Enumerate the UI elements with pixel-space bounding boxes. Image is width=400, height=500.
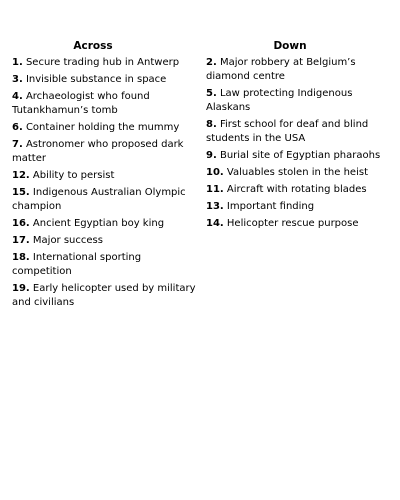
- down-clue: [206, 149, 390, 163]
- clue-text: Ability to persist: [32, 170, 115, 181]
- clue-number: 2.: [206, 57, 217, 68]
- clue-text: Aircraft with rotating blades: [226, 184, 367, 195]
- down-clue: [206, 200, 390, 214]
- clue-number: 13.: [206, 201, 224, 212]
- clue-number: 4.: [12, 91, 23, 102]
- clue-text: Valuables stolen in the heist: [226, 167, 368, 178]
- across-clue: [12, 138, 200, 166]
- down-clue-list: [206, 56, 390, 231]
- clue-number: 18.: [12, 252, 30, 263]
- clue-text: Helicopter rescue purpose: [226, 218, 359, 229]
- clue-number: 7.: [12, 139, 23, 150]
- across-clue: [12, 73, 200, 87]
- clue-number: 14.: [206, 218, 224, 229]
- clue-text: Major robbery at Belgium’s diamond centre: [206, 57, 356, 82]
- clue-text: Burial site of Egyptian pharaohs: [219, 150, 381, 161]
- across-clue: [12, 282, 200, 310]
- across-clue: [12, 217, 200, 231]
- down-column: [206, 39, 390, 234]
- clue-number: 6.: [12, 122, 23, 133]
- clue-text: Ancient Egyptian boy king: [32, 218, 165, 229]
- clue-number: 5.: [206, 88, 217, 99]
- clue-number: 19.: [12, 283, 30, 294]
- across-clue: [12, 169, 200, 183]
- clue-text: Indigenous Australian Olympic champion: [12, 187, 186, 212]
- across-clue: [12, 186, 200, 214]
- down-clue: [206, 166, 390, 180]
- clue-text: Container holding the mummy: [25, 122, 180, 133]
- clue-text: Secure trading hub in Antwerp: [25, 57, 180, 68]
- clue-text: Archaeologist who found Tutankhamun’s tomb: [12, 91, 150, 116]
- clue-number: 1.: [12, 57, 23, 68]
- clue-number: 15.: [12, 187, 30, 198]
- down-heading: Down: [273, 40, 307, 52]
- clue-text: Invisible substance in space: [25, 74, 167, 85]
- clue-text: First school for deaf and blind students in the USA: [206, 119, 369, 144]
- clue-text: Early helicopter used by military and civilians: [12, 283, 196, 308]
- across-clue-list: [12, 56, 200, 310]
- clue-text: Important finding: [226, 201, 315, 212]
- clue-number: 9.: [206, 150, 217, 161]
- down-clue: [206, 118, 390, 146]
- clue-number: 11.: [206, 184, 224, 195]
- clue-number: 8.: [206, 119, 217, 130]
- across-clue: [12, 56, 200, 70]
- clue-number: 10.: [206, 167, 224, 178]
- clue-number: 12.: [12, 170, 30, 181]
- across-clue: [12, 121, 200, 135]
- down-clue: [206, 217, 390, 231]
- across-clue: [12, 251, 200, 279]
- down-clue: [206, 87, 390, 115]
- across-column: [12, 39, 200, 313]
- clue-number: 17.: [12, 235, 30, 246]
- down-clue: [206, 183, 390, 197]
- across-clue: [12, 90, 200, 118]
- clue-text: Astronomer who proposed dark matter: [12, 139, 184, 164]
- clue-number: 3.: [12, 74, 23, 85]
- across-heading: Across: [73, 40, 113, 52]
- down-clue: [206, 56, 390, 84]
- clue-text: Law protecting Indigenous Alaskans: [206, 88, 353, 113]
- across-clue: [12, 234, 200, 248]
- clue-text: International sporting competition: [12, 252, 142, 277]
- clue-text: Major success: [32, 235, 103, 246]
- clue-number: 16.: [12, 218, 30, 229]
